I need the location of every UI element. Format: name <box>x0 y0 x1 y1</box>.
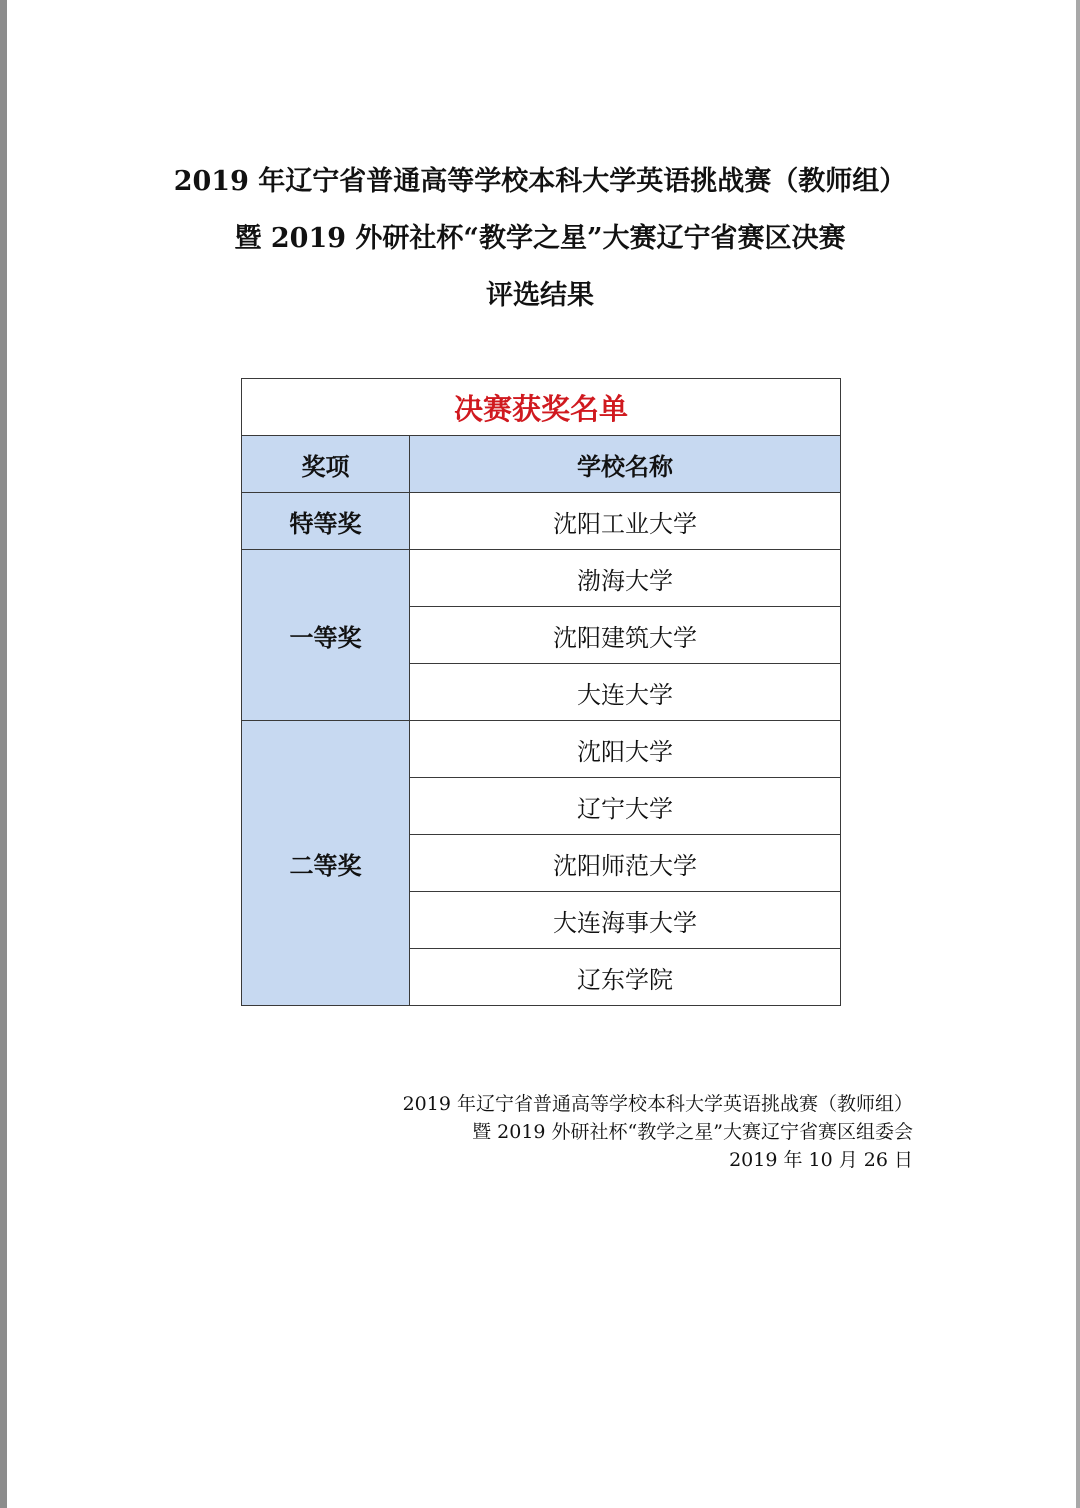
document-title-line-1: 2019 年辽宁省普通高等学校本科大学英语挑战赛（教师组） <box>173 166 907 197</box>
school-name: 渤海大学 <box>410 550 841 607</box>
award-table <box>241 378 841 1006</box>
school-name: 沈阳师范大学 <box>410 835 841 892</box>
award-first: 一等奖 <box>242 550 410 721</box>
school-name: 辽宁大学 <box>410 778 841 835</box>
document-title-line-3: 评选结果 <box>486 280 594 311</box>
table-caption: 决赛获奖名单 <box>242 379 841 436</box>
school-name: 沈阳大学 <box>410 721 841 778</box>
column-header-school: 学校名称 <box>410 436 841 493</box>
table-row <box>242 550 841 607</box>
issuer-block <box>403 1090 913 1174</box>
issuer-line-1: 2019 年辽宁省普通高等学校本科大学英语挑战赛（教师组） <box>402 1093 913 1115</box>
award-special: 特等奖 <box>242 493 410 550</box>
column-header-award: 奖项 <box>242 436 410 493</box>
school-name: 沈阳建筑大学 <box>410 607 841 664</box>
table-row <box>242 721 841 778</box>
award-second: 二等奖 <box>242 721 410 1006</box>
table-row <box>242 493 841 550</box>
issue-date: 2019 年 10 月 26 日 <box>729 1149 913 1171</box>
school-name: 大连大学 <box>410 664 841 721</box>
table-caption-row <box>242 379 841 436</box>
issuer-line-2: 暨 2019 外研社杯“教学之星”大赛辽宁省赛区组委会 <box>472 1121 913 1143</box>
school-name: 辽东学院 <box>410 949 841 1006</box>
table-header-row <box>242 436 841 493</box>
school-name: 大连海事大学 <box>410 892 841 949</box>
school-name: 沈阳工业大学 <box>410 493 841 550</box>
document-title-line-2: 暨 2019 外研社杯“教学之星”大赛辽宁省赛区决赛 <box>234 223 846 254</box>
